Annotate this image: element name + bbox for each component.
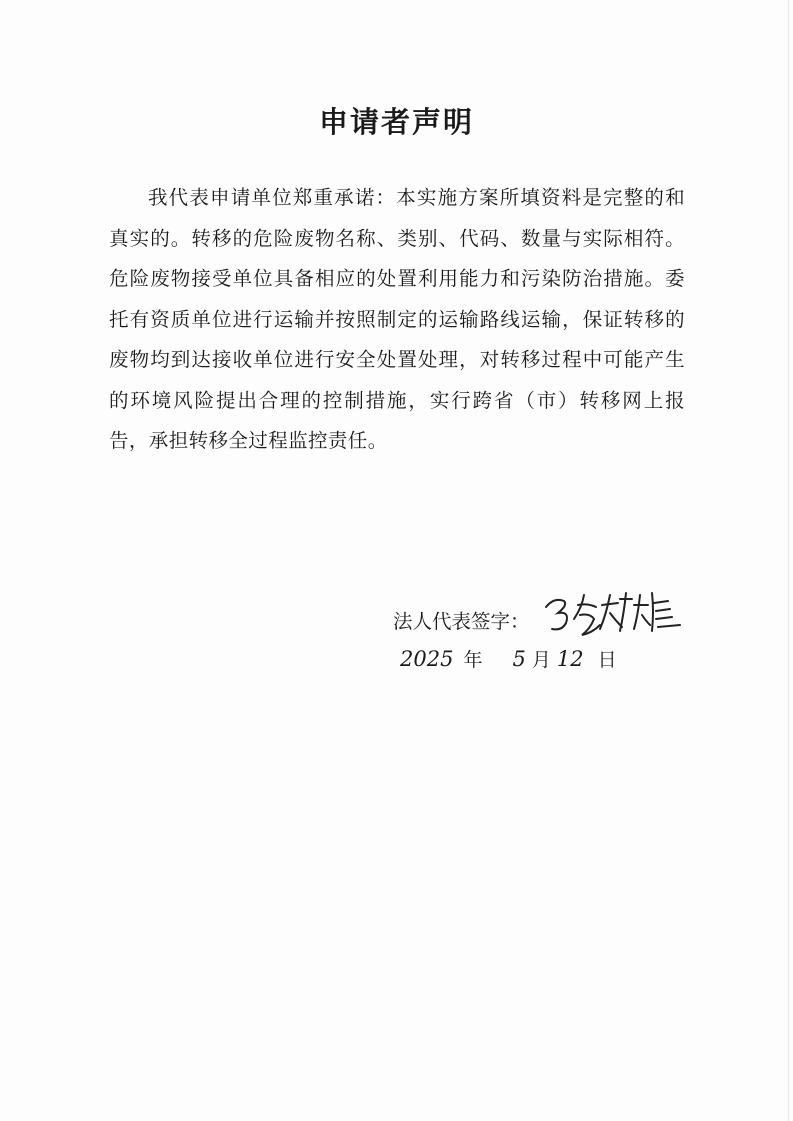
date-month-unit: 月 xyxy=(531,649,551,671)
signature-date xyxy=(400,645,617,672)
signature-label: 法人代表签字： xyxy=(393,610,530,633)
date-year-unit: 年 xyxy=(463,649,483,671)
date-year: 2025 xyxy=(400,647,454,671)
date-month: 5 xyxy=(512,647,526,671)
scan-edge-line xyxy=(788,0,789,1121)
date-day-unit: 日 xyxy=(597,649,617,671)
page-title: 申请者声明 xyxy=(318,105,474,139)
declaration-body: 我代表申请单位郑重承诺：本实施方案所填资料是完整的和真实的。转移的危险废物名称、类别、代码、数量与实际相符。危险废物接受单位具备相应的处置利用能力和污染防治措施。委托有资质单位进行运输并按照制定的运输路线运输，保证转移的废物均到达接收单位进行安全处置处理，对转移过程中可能产生的环境风险提出合理的控制措施，实行跨省（市）转移网上报告，承担转移全过程监控责任。 xyxy=(109,186,685,452)
handwritten-signature xyxy=(540,585,690,645)
date-day: 12 xyxy=(556,647,584,671)
